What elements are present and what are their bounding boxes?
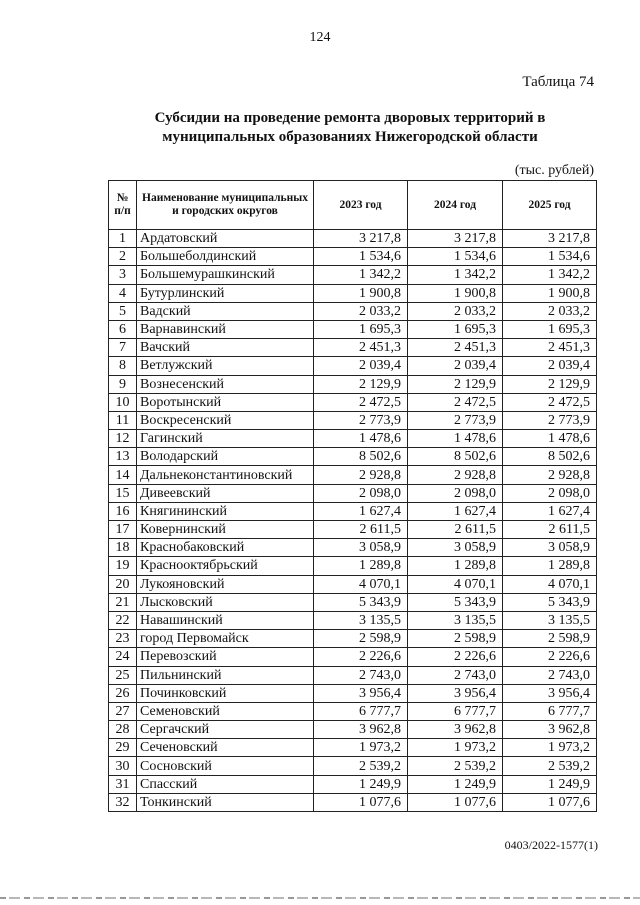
title-line-2: муниципальных образованиях Нижегородской области: [162, 129, 538, 145]
value-2025: 1 478,6: [503, 430, 597, 448]
row-name: Сеченовский: [137, 739, 314, 757]
row-name: Пильнинский: [137, 666, 314, 684]
value-2025: 1 695,3: [503, 320, 597, 338]
table-row: [109, 702, 597, 720]
row-name: Сосновский: [137, 757, 314, 775]
value-2025: 6 777,7: [503, 702, 597, 720]
row-num: 12: [109, 430, 137, 448]
value-2023: 2 773,9: [314, 411, 408, 429]
value-2024: 2 773,9: [408, 411, 503, 429]
title-line-1: Субсидии на проведение ремонта дворовых территорий в: [154, 110, 546, 126]
value-2025: 3 135,5: [503, 611, 597, 629]
row-num: 15: [109, 484, 137, 502]
row-num: 30: [109, 757, 137, 775]
row-name: Княгининский: [137, 502, 314, 520]
table-row: [109, 339, 597, 357]
value-2025: 8 502,6: [503, 448, 597, 466]
footer-document-code: 0403/2022-1577(1): [504, 838, 598, 852]
value-2023: 2 539,2: [314, 757, 408, 775]
value-2025: 1 973,2: [503, 739, 597, 757]
table-row: [109, 375, 597, 393]
value-2024: 2 539,2: [408, 757, 503, 775]
row-num: 26: [109, 684, 137, 702]
row-num: 13: [109, 448, 137, 466]
table-row: [109, 739, 597, 757]
value-2023: 8 502,6: [314, 448, 408, 466]
value-2025: 5 343,9: [503, 593, 597, 611]
row-name: Краснооктябрьский: [137, 557, 314, 575]
value-2024: 2 226,6: [408, 648, 503, 666]
table-row: [109, 466, 597, 484]
value-2023: 2 611,5: [314, 521, 408, 539]
value-2024: 2 743,0: [408, 666, 503, 684]
header-2025: 2025 год: [503, 181, 597, 230]
value-2025: 3 962,8: [503, 721, 597, 739]
value-2023: 1 077,6: [314, 793, 408, 811]
row-name: Володарский: [137, 448, 314, 466]
value-2023: 6 777,7: [314, 702, 408, 720]
table-row: [109, 593, 597, 611]
page-number: 124: [309, 30, 331, 45]
row-name: Большеболдинский: [137, 248, 314, 266]
value-2024: 1 973,2: [408, 739, 503, 757]
table-row: [109, 557, 597, 575]
row-name: Лысковский: [137, 593, 314, 611]
table-row: [109, 393, 597, 411]
table-row: [109, 302, 597, 320]
table-row: [109, 430, 597, 448]
value-2023: 3 962,8: [314, 721, 408, 739]
value-2024: 2 129,9: [408, 375, 503, 393]
value-2024: 3 058,9: [408, 539, 503, 557]
row-num: 20: [109, 575, 137, 593]
value-2024: 3 217,8: [408, 230, 503, 248]
row-name: Гагинский: [137, 430, 314, 448]
value-2023: 3 956,4: [314, 684, 408, 702]
value-2025: 1 249,9: [503, 775, 597, 793]
row-num: 27: [109, 702, 137, 720]
units-label: (тыс. рублей): [514, 163, 594, 178]
value-2025: 2 743,0: [503, 666, 597, 684]
header-name: Наименование муниципальных и городских округов: [137, 181, 314, 230]
value-2023: 1 289,8: [314, 557, 408, 575]
row-name: Вачский: [137, 339, 314, 357]
subsidy-table: [108, 180, 597, 812]
row-name: Тонкинский: [137, 793, 314, 811]
value-2023: 1 478,6: [314, 430, 408, 448]
row-num: 6: [109, 320, 137, 338]
row-name: Починковский: [137, 684, 314, 702]
row-name: Вознесенский: [137, 375, 314, 393]
value-2025: 2 472,5: [503, 393, 597, 411]
row-num: 16: [109, 502, 137, 520]
row-num: 31: [109, 775, 137, 793]
value-2024: 1 289,8: [408, 557, 503, 575]
row-num: 32: [109, 793, 137, 811]
row-num: 29: [109, 739, 137, 757]
value-2024: 1 249,9: [408, 775, 503, 793]
value-2025: 1 900,8: [503, 284, 597, 302]
value-2024: 2 928,8: [408, 466, 503, 484]
row-name: Большемурашкинский: [137, 266, 314, 284]
header-num: № п/п: [109, 181, 137, 230]
row-num: 4: [109, 284, 137, 302]
row-num: 21: [109, 593, 137, 611]
table-row: [109, 611, 597, 629]
row-num: 19: [109, 557, 137, 575]
value-2024: 2 033,2: [408, 302, 503, 320]
value-2023: 2 226,6: [314, 648, 408, 666]
value-2025: 1 289,8: [503, 557, 597, 575]
table-row: [109, 630, 597, 648]
value-2024: 1 342,2: [408, 266, 503, 284]
value-2024: 2 598,9: [408, 630, 503, 648]
value-2024: 3 135,5: [408, 611, 503, 629]
value-2025: 1 534,6: [503, 248, 597, 266]
row-num: 25: [109, 666, 137, 684]
value-2024: 1 627,4: [408, 502, 503, 520]
row-num: 10: [109, 393, 137, 411]
table-row: [109, 448, 597, 466]
value-2023: 1 342,2: [314, 266, 408, 284]
table-label: Таблица 74: [522, 74, 594, 90]
value-2023: 2 098,0: [314, 484, 408, 502]
value-2025: 2 033,2: [503, 302, 597, 320]
value-2024: 2 472,5: [408, 393, 503, 411]
row-num: 24: [109, 648, 137, 666]
table-row: [109, 230, 597, 248]
row-name: Ветлужский: [137, 357, 314, 375]
row-num: 22: [109, 611, 137, 629]
table-row: [109, 793, 597, 811]
value-2025: 2 611,5: [503, 521, 597, 539]
value-2024: 6 777,7: [408, 702, 503, 720]
table-row: [109, 666, 597, 684]
value-2025: 1 627,4: [503, 502, 597, 520]
table-row: [109, 248, 597, 266]
value-2023: 2 598,9: [314, 630, 408, 648]
value-2024: 8 502,6: [408, 448, 503, 466]
value-2023: 3 217,8: [314, 230, 408, 248]
value-2023: 1 249,9: [314, 775, 408, 793]
value-2025: 2 773,9: [503, 411, 597, 429]
table-row: [109, 411, 597, 429]
table-row: [109, 284, 597, 302]
value-2023: 2 928,8: [314, 466, 408, 484]
value-2023: 1 900,8: [314, 284, 408, 302]
value-2023: 1 695,3: [314, 320, 408, 338]
row-name: Лукояновский: [137, 575, 314, 593]
table-row: [109, 539, 597, 557]
row-num: 8: [109, 357, 137, 375]
value-2023: 2 039,4: [314, 357, 408, 375]
value-2023: 2 743,0: [314, 666, 408, 684]
row-num: 3: [109, 266, 137, 284]
table-body: [109, 230, 597, 812]
value-2024: 1 077,6: [408, 793, 503, 811]
header-2024: 2024 год: [408, 181, 503, 230]
table-row: [109, 320, 597, 338]
table-row: [109, 775, 597, 793]
table-row: [109, 521, 597, 539]
value-2025: 2 129,9: [503, 375, 597, 393]
value-2024: 4 070,1: [408, 575, 503, 593]
value-2025: 2 098,0: [503, 484, 597, 502]
value-2023: 1 534,6: [314, 248, 408, 266]
table-row: [109, 357, 597, 375]
table-row: [109, 484, 597, 502]
row-name: Спасский: [137, 775, 314, 793]
row-name: Бутурлинский: [137, 284, 314, 302]
value-2024: 1 534,6: [408, 248, 503, 266]
table-row: [109, 575, 597, 593]
table-row: [109, 648, 597, 666]
value-2025: 3 217,8: [503, 230, 597, 248]
value-2025: 1 077,6: [503, 793, 597, 811]
row-num: 28: [109, 721, 137, 739]
row-num: 23: [109, 630, 137, 648]
value-2024: 2 039,4: [408, 357, 503, 375]
value-2023: 2 451,3: [314, 339, 408, 357]
scan-artifact-line: [0, 897, 640, 899]
row-num: 14: [109, 466, 137, 484]
value-2023: 1 627,4: [314, 502, 408, 520]
value-2023: 2 129,9: [314, 375, 408, 393]
row-name: Семеновский: [137, 702, 314, 720]
table-row: [109, 266, 597, 284]
row-num: 11: [109, 411, 137, 429]
row-name: Варнавинский: [137, 320, 314, 338]
value-2025: 4 070,1: [503, 575, 597, 593]
value-2025: 2 539,2: [503, 757, 597, 775]
value-2025: 2 226,6: [503, 648, 597, 666]
document-title: [0, 109, 640, 147]
value-2024: 1 695,3: [408, 320, 503, 338]
value-2024: 2 451,3: [408, 339, 503, 357]
row-num: 7: [109, 339, 137, 357]
value-2023: 3 135,5: [314, 611, 408, 629]
row-name: Вадский: [137, 302, 314, 320]
row-name: Воротынский: [137, 393, 314, 411]
table-row: [109, 757, 597, 775]
value-2025: 1 342,2: [503, 266, 597, 284]
value-2024: 1 478,6: [408, 430, 503, 448]
row-name: Дальнеконстантиновский: [137, 466, 314, 484]
row-name: Краснобаковский: [137, 539, 314, 557]
value-2023: 4 070,1: [314, 575, 408, 593]
header-2023: 2023 год: [314, 181, 408, 230]
value-2025: 2 598,9: [503, 630, 597, 648]
value-2023: 2 033,2: [314, 302, 408, 320]
row-name: Перевозский: [137, 648, 314, 666]
table-row: [109, 684, 597, 702]
value-2024: 2 611,5: [408, 521, 503, 539]
value-2024: 5 343,9: [408, 593, 503, 611]
row-name: Ардатовский: [137, 230, 314, 248]
value-2024: 3 962,8: [408, 721, 503, 739]
value-2025: 2 451,3: [503, 339, 597, 357]
row-num: 18: [109, 539, 137, 557]
value-2023: 2 472,5: [314, 393, 408, 411]
value-2024: 3 956,4: [408, 684, 503, 702]
value-2024: 1 900,8: [408, 284, 503, 302]
row-name: город Первомайск: [137, 630, 314, 648]
row-num: 9: [109, 375, 137, 393]
value-2025: 3 956,4: [503, 684, 597, 702]
value-2025: 2 928,8: [503, 466, 597, 484]
row-num: 5: [109, 302, 137, 320]
row-num: 17: [109, 521, 137, 539]
value-2024: 2 098,0: [408, 484, 503, 502]
value-2023: 3 058,9: [314, 539, 408, 557]
row-name: Ковернинский: [137, 521, 314, 539]
row-name: Воскресенский: [137, 411, 314, 429]
row-name: Дивеевский: [137, 484, 314, 502]
table-row: [109, 502, 597, 520]
value-2023: 1 973,2: [314, 739, 408, 757]
table-header-row: [109, 181, 597, 230]
value-2023: 5 343,9: [314, 593, 408, 611]
value-2025: 2 039,4: [503, 357, 597, 375]
row-num: 1: [109, 230, 137, 248]
row-num: 2: [109, 248, 137, 266]
row-name: Навашинский: [137, 611, 314, 629]
value-2025: 3 058,9: [503, 539, 597, 557]
row-name: Сергачский: [137, 721, 314, 739]
table-row: [109, 721, 597, 739]
